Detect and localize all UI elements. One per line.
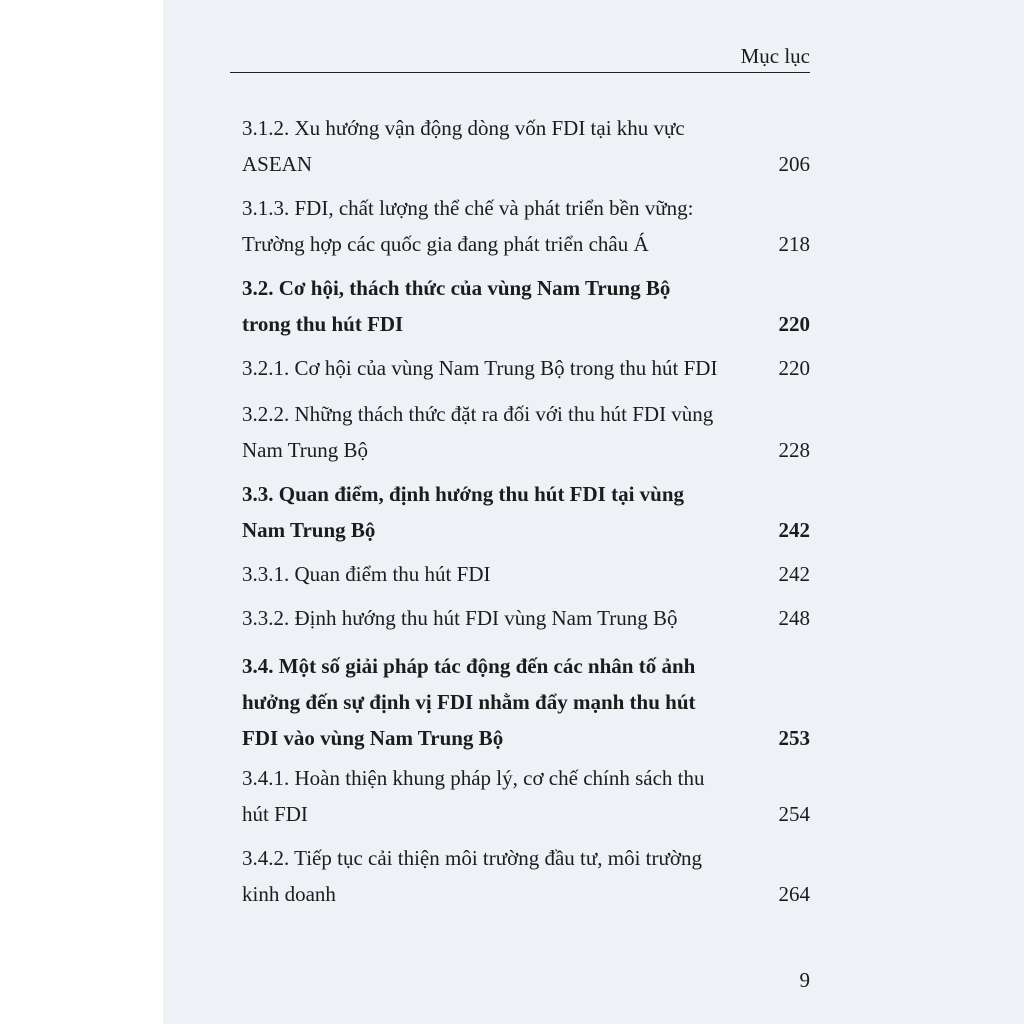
toc-entry-line: [242, 648, 810, 684]
toc-entry: [242, 840, 810, 912]
toc-entry-line: [242, 396, 810, 432]
toc-page-number: 264: [778, 882, 810, 906]
toc-entry: [242, 270, 810, 342]
toc-page-number: 218: [778, 232, 810, 256]
toc-entry-text: 3.3.2. Định hướng thu hút FDI vùng Nam Trung Bộ: [242, 606, 678, 630]
toc-entry-text: 3.2.1. Cơ hội của vùng Nam Trung Bộ trong thu hút FDI: [242, 356, 718, 380]
toc-entry-text: 3.1.3. FDI, chất lượng thể chế và phát triển bền vững:: [242, 196, 694, 220]
toc-entry-line: [242, 796, 810, 832]
toc-page-number: 220: [778, 356, 810, 380]
toc-entry-line: [242, 270, 810, 306]
toc-entry-line: [242, 476, 810, 512]
toc-entry-line: [242, 720, 810, 756]
toc-entry: [242, 600, 810, 636]
toc-entry: [242, 556, 810, 592]
toc-page-number: 242: [778, 562, 810, 586]
toc-page-number: 206: [778, 152, 810, 176]
toc-page-number: 248: [778, 606, 810, 630]
toc-entry-text: kinh doanh: [242, 882, 336, 906]
toc-entry-line: [242, 840, 810, 876]
toc-entry-line: [242, 146, 810, 182]
toc-entry: [242, 648, 810, 756]
toc-entry: [242, 760, 810, 832]
toc-entry-line: [242, 684, 810, 720]
toc-entry-text: 3.3.1. Quan điểm thu hút FDI: [242, 562, 491, 586]
page-number: 9: [799, 968, 810, 992]
toc-entry-text: 3.2. Cơ hội, thách thức của vùng Nam Trung Bộ: [242, 276, 671, 300]
toc-entry-text: hút FDI: [242, 802, 308, 826]
toc-entry: [242, 476, 810, 548]
toc-entry-line: [242, 306, 810, 342]
toc-page-number: 220: [778, 312, 810, 336]
toc-entry-line: [242, 876, 810, 912]
toc-entry-line: [242, 110, 810, 146]
toc-entry-text: 3.3. Quan điểm, định hướng thu hút FDI tại vùng: [242, 482, 685, 506]
toc-entry-text: 3.2.2. Những thách thức đặt ra đối với thu hút FDI vùng: [242, 402, 714, 426]
toc-entry-text: FDI vào vùng Nam Trung Bộ: [242, 726, 504, 750]
toc-entry-line: [242, 432, 810, 468]
toc-page-number: 228: [778, 438, 810, 462]
header-rule: [230, 72, 810, 73]
toc-entry-text: hưởng đến sự định vị FDI nhằm đẩy mạnh thu hút: [242, 690, 696, 714]
toc-entry-text: 3.4.2. Tiếp tục cải thiện môi trường đầu tư, môi trường: [242, 846, 702, 870]
running-header-title: Mục lục: [740, 44, 810, 68]
toc-entry-text: Nam Trung Bộ: [242, 518, 376, 542]
toc-entry-line: [242, 350, 810, 386]
toc-entry-text: 3.4.1. Hoàn thiện khung pháp lý, cơ chế chính sách thu: [242, 766, 705, 790]
toc-entry-text: Nam Trung Bộ: [242, 438, 369, 462]
toc-entry-text: 3.1.2. Xu hướng vận động dòng vốn FDI tại khu vực: [242, 116, 685, 140]
toc-entry-text: ASEAN: [242, 152, 313, 176]
toc-entry-text: Trường hợp các quốc gia đang phát triển châu Á: [242, 232, 649, 256]
toc-entry-line: [242, 556, 810, 592]
toc-page-number: 242: [778, 518, 810, 542]
toc-entry: [242, 350, 810, 386]
toc-entry-line: [242, 226, 810, 262]
toc-entry-line: [242, 512, 810, 548]
toc-entry-line: [242, 600, 810, 636]
toc-entry: [242, 396, 810, 468]
toc-entry-line: [242, 190, 810, 226]
toc-page-number: 253: [778, 726, 810, 750]
toc-entry-line: [242, 760, 810, 796]
toc-entry-text: trong thu hút FDI: [242, 312, 404, 336]
toc-entry: [242, 110, 810, 182]
toc-entry-text: 3.4. Một số giải pháp tác động đến các nhân tố ảnh: [242, 654, 696, 678]
toc-page-number: 254: [778, 802, 810, 826]
toc-entry: [242, 190, 810, 262]
